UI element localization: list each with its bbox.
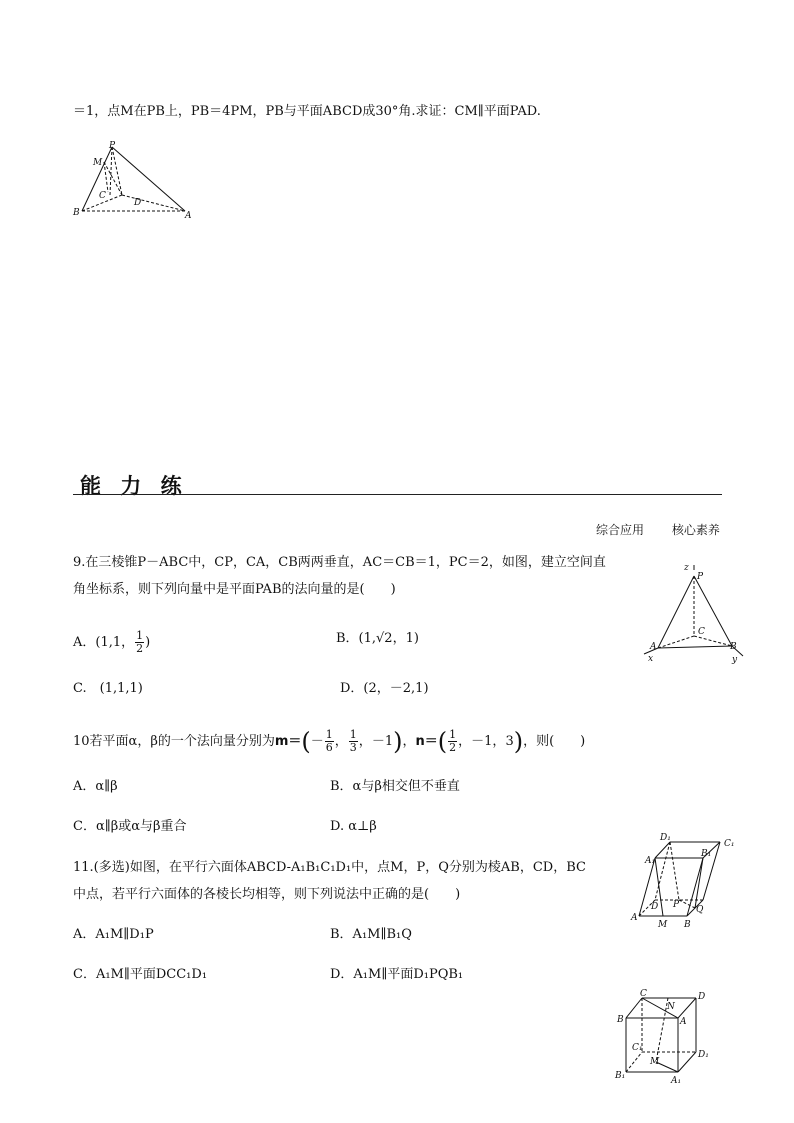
q12-label-A: A [680,1017,687,1027]
q11-label-D1: D₁ [660,833,671,843]
tag-core-literacy: 核心素养 [671,523,720,537]
q10-vector-n: n＝ [415,734,438,749]
q10-m-frac1: $\frac{1}{6}$ [325,728,333,754]
q9-option-b: B．(1,√2，1) [336,631,419,646]
q12-label-N: N [667,1002,675,1012]
q11-option-d: D．A₁M∥平面D₁PQB₁ [330,967,464,982]
q11-parallelepiped-figure [625,830,745,935]
q11-label-M: M [658,920,668,930]
q8-pyramid-figure [70,140,195,222]
q11-option-a: A．A₁M∥D₁P [73,927,154,942]
q9-tetrahedron-figure [640,562,755,667]
q9-option-c: C. (1,1,1) [73,681,143,696]
q11-label-C1: C₁ [724,839,735,849]
q11-label-B: B [684,920,691,930]
q12-label-C: C [640,989,647,999]
q9-option-a: A．(1,1， $\frac{1}{2}$ ) [73,629,151,655]
q12-cube-figure [612,988,717,1088]
q10-option-b: B．α与β相交但不垂直 [330,779,460,794]
q12-label-B: B [617,1015,624,1025]
q12-label-C1: C₁ [632,1043,643,1053]
q8-label-C: C [99,191,106,201]
q8-label-A: A [185,211,192,221]
q11-label-D: D [651,902,659,912]
q12-label-M: M [650,1057,660,1067]
q12-label-D1: D₁ [698,1050,709,1060]
q8-text: ＝1，点M在PB上，PB＝4PM，PB与平面ABCD成30°角.求证：CM∥平面PAD. [73,104,541,119]
q8-label-P: P [109,141,116,151]
q9-stem-line2: 角坐标系，则下列向量中是平面PAB的法向量的是( ) [73,582,396,597]
q10-vector-m: m＝ [274,734,302,749]
tag-comprehensive: 综合应用 [596,523,645,537]
q9-option-a-frac: $\frac{1}{2}$ [136,629,144,655]
q9-label-C: C [698,627,705,637]
q11-label-A1: A₁ [645,856,656,866]
q10-m-frac2: $\frac{1}{3}$ [349,728,357,754]
q9-label-P: P [697,572,704,582]
q11-label-Q: Q [696,905,704,915]
q10-option-a: A．α∥β [73,779,118,794]
q11-option-c: C．A₁M∥平面DCC₁D₁ [73,967,208,982]
q9-option-a-pre: A．(1,1， [73,635,135,650]
q12-label-A1: A₁ [671,1076,682,1086]
q8-label-D: D [134,198,142,208]
section-divider [73,494,722,495]
q10-stem: 10若平面α，β的一个法向量分别为m＝(－ $\frac{1}{6}$ ， $\frac{1}{3}$ ，－1)，n＝( $\frac{1}{2}$ ，－1，3)，则( ) [73,727,586,756]
q10-option-d: D. α⊥β [330,819,377,834]
q9-label-z: z [684,563,689,573]
q10-option-c: C．α∥β或α与β重合 [73,819,187,834]
q12-label-D: D [698,992,706,1002]
q9-stem-line1: 9.在三棱锥P－ABC中，CP，CA，CB两两垂直，AC＝CB＝1，PC＝2，如图，建立空间直 [73,555,606,570]
section-title: 能 力 练 [80,474,188,498]
q11-stem-line2: 中点，若平行六面体的各棱长均相等，则下列说法中正确的是( ) [73,887,461,902]
q9-label-B: B [730,642,737,652]
q11-label-A: A [631,913,638,923]
q8-label-B: B [73,208,80,218]
section-tags [596,521,744,538]
q11-label-B1: B₁ [701,849,712,859]
q9-label-A: A [650,642,657,652]
q9-label-x: x [648,654,654,664]
q12-label-B1: B₁ [615,1071,626,1081]
q11-option-b: B．A₁M∥B₁Q [330,927,412,942]
q11-label-P: P [673,900,680,910]
q8-label-M: M [93,158,103,168]
q11-stem-line1: 11.(多选)如图，在平行六面体ABCD-A₁B₁C₁D₁中，点M，P，Q分别为棱AB，CD，BC [73,860,586,875]
q10-n-frac1: $\frac{1}{2}$ [449,728,457,754]
q9-option-d: D．(2，－2,1) [340,681,429,696]
q9-label-y: y [732,655,738,665]
